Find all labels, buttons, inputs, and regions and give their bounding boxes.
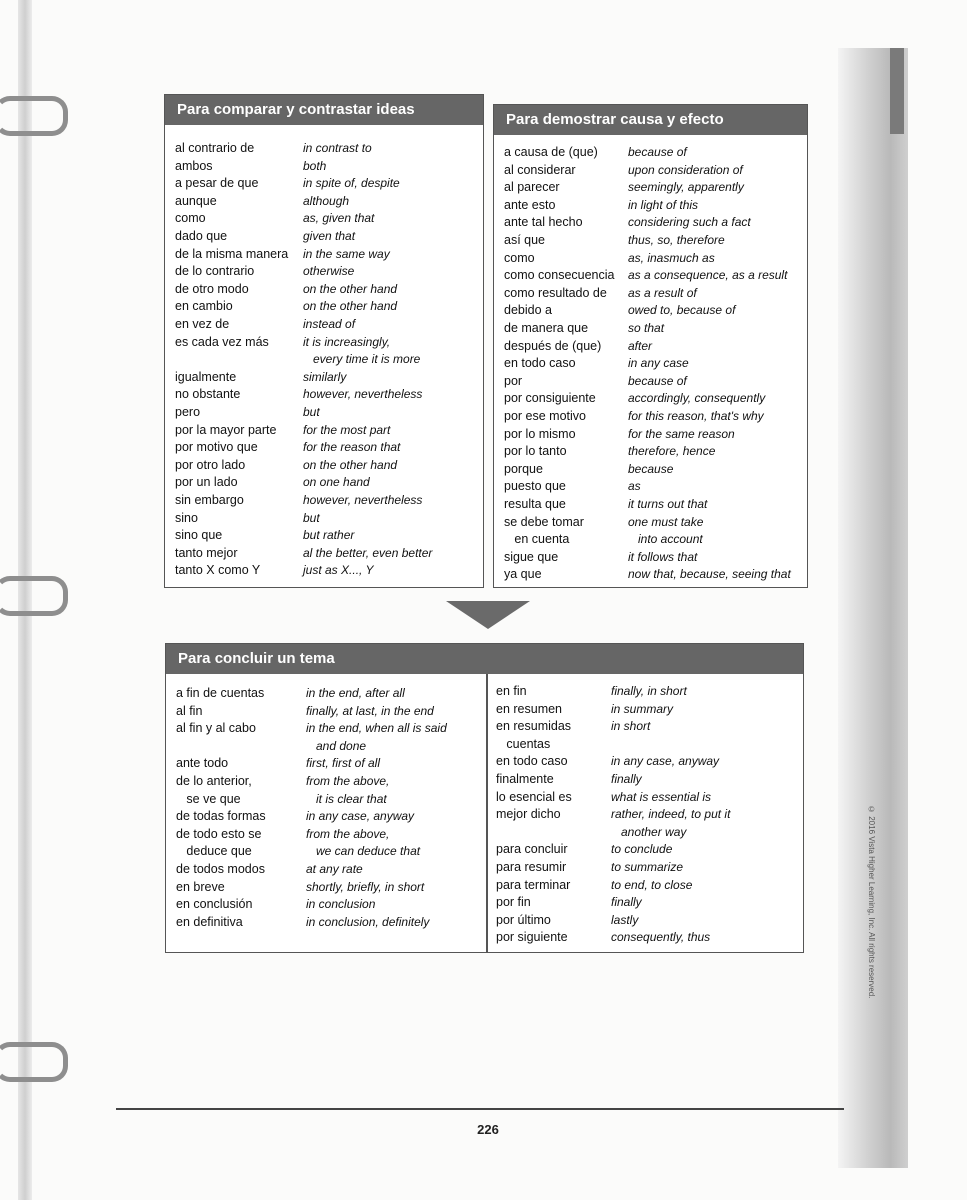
spanish-expression: se debe tomar: [504, 514, 584, 529]
english-translation: it turns out that: [628, 497, 708, 511]
english-translation: in conclusion: [306, 897, 376, 912]
english-translation: and done: [306, 738, 367, 753]
english-translation: because of: [628, 373, 687, 388]
spanish-expression: por motivo que: [175, 440, 258, 455]
spanish-expression: sino: [175, 510, 198, 525]
spanish-expression: de todo esto se: [176, 826, 262, 841]
spanish-expression: pero: [175, 405, 201, 419]
english-translation: accordingly, consequently: [628, 391, 766, 406]
spanish-expression: igualmente: [175, 369, 237, 384]
english-translation: given that: [303, 229, 356, 243]
spanish-expression: sigue que: [504, 549, 559, 564]
spanish-expression: tanto X como Y: [175, 563, 261, 578]
spanish-expression: deduce que: [176, 844, 252, 859]
spanish-expression: por fin: [496, 895, 531, 910]
english-translation: in any case: [628, 356, 689, 371]
english-translation: another way: [611, 824, 687, 839]
english-translation: as a result of: [628, 285, 697, 300]
english-translation: lastly: [611, 912, 639, 927]
english-translation: in spite of, despite: [303, 176, 400, 191]
spanish-expression: en todo caso: [504, 356, 576, 371]
spanish-expression: dado que: [175, 229, 228, 243]
spanish-expression: por último: [496, 912, 551, 927]
spanish-expression: de todas formas: [176, 809, 266, 824]
english-translation: in short: [611, 719, 651, 734]
spanish-expression: por lo mismo: [504, 426, 576, 441]
english-translation: we can deduce that: [306, 844, 421, 859]
spanish-expression: en fin: [496, 684, 527, 698]
spanish-expression: por: [504, 373, 523, 388]
english-translation: both: [303, 158, 327, 173]
spanish-expression: debido a: [504, 303, 552, 318]
english-translation: al the better, even better: [303, 545, 433, 560]
english-translation: upon consideration of: [628, 162, 743, 177]
english-translation: instead of: [303, 317, 356, 331]
english-translation: to summarize: [611, 860, 684, 874]
spanish-expression: en cuenta: [504, 532, 570, 547]
english-translation: now that, because, seeing that: [628, 567, 791, 582]
english-translation: every time it is more: [303, 352, 421, 367]
english-translation: because of: [628, 145, 687, 159]
english-translation: rather, indeed, to put it: [611, 807, 731, 822]
english-translation: as a consequence, as a result: [628, 268, 788, 283]
spanish-expression: no obstante: [175, 387, 241, 402]
english-translation: in contrast to: [303, 141, 372, 155]
english-translation: finally, at last, in the end: [306, 703, 434, 718]
spanish-expression: al parecer: [504, 180, 560, 195]
spanish-expression: de todos modos: [176, 862, 265, 876]
copyright-notice: © 2016 Vista Higher Learning, Inc. All rights reserved.: [867, 805, 876, 999]
down-arrow-icon: [446, 601, 530, 629]
conclude-topic-box: [165, 643, 804, 953]
spanish-expression: por lo tanto: [504, 444, 567, 459]
english-translation: what is essential is: [611, 789, 712, 804]
spanish-expression: cuentas: [496, 736, 551, 751]
english-translation: in conclusion, definitely: [306, 914, 430, 929]
english-translation: on the other hand: [303, 457, 398, 472]
spanish-expression: así que: [504, 233, 546, 247]
spanish-expression: aunque: [175, 193, 217, 208]
chapter-tab: [890, 48, 904, 134]
spanish-expression: por ese motivo: [504, 409, 586, 423]
english-translation: finally: [611, 895, 642, 910]
spanish-expression: después de (que): [504, 338, 602, 353]
english-translation: thus, so, therefore: [628, 233, 725, 247]
english-translation: as, inasmuch as: [628, 250, 715, 265]
spanish-expression: en todo caso: [496, 754, 568, 769]
footer-rule: [116, 1108, 844, 1110]
english-translation: although: [303, 193, 350, 208]
english-translation: considering such a fact: [628, 215, 751, 230]
english-translation: however, nevertheless: [303, 493, 423, 507]
spanish-expression: para terminar: [496, 877, 571, 892]
spanish-expression: para resumir: [496, 860, 567, 874]
english-translation: seemingly, apparently: [628, 180, 744, 195]
spanish-expression: por consiguiente: [504, 391, 596, 406]
spanish-expression: en resumen: [496, 701, 563, 716]
english-translation: for the reason that: [303, 440, 401, 455]
english-translation: finally: [611, 772, 642, 786]
compare-contrast-box: [164, 94, 484, 588]
spanish-expression: como resultado de: [504, 285, 607, 300]
english-translation: finally, in short: [611, 684, 687, 698]
english-translation: similarly: [303, 369, 347, 384]
spanish-expression: por un lado: [175, 475, 238, 490]
binder-ring-icon: [0, 576, 68, 616]
spanish-expression: sin embargo: [175, 493, 244, 507]
spanish-expression: al fin y al cabo: [176, 721, 256, 736]
english-translation: in the end, after all: [306, 686, 405, 700]
english-translation: to conclude: [611, 842, 673, 857]
spanish-expression: como: [504, 250, 535, 265]
spanish-expression: para concluir: [496, 842, 568, 857]
spanish-expression: mejor dicho: [496, 807, 561, 822]
spanish-expression: al contrario de: [175, 141, 255, 155]
english-translation: on the other hand: [303, 299, 398, 314]
box-title: Para comparar y contrastar ideas: [165, 95, 483, 125]
spanish-expression: se ve que: [176, 791, 241, 806]
spanish-expression: de otro modo: [175, 281, 249, 296]
spanish-expression: a pesar de que: [175, 176, 259, 191]
english-translation: but rather: [303, 528, 355, 543]
english-translation: it is clear that: [306, 791, 387, 806]
spanish-expression: a fin de cuentas: [176, 686, 265, 700]
spanish-expression: a causa de (que): [504, 145, 598, 159]
english-translation: from the above,: [306, 826, 390, 841]
english-translation: to end, to close: [611, 877, 693, 892]
spanish-expression: finalmente: [496, 772, 554, 786]
english-translation: however, nevertheless: [303, 387, 423, 402]
english-translation: for the most part: [303, 422, 391, 437]
spanish-expression: lo esencial es: [496, 789, 572, 804]
english-translation: just as X..., Y: [303, 563, 374, 578]
english-translation: it follows that: [628, 549, 698, 564]
spanish-expression: sino que: [175, 528, 223, 543]
spanish-expression: ambos: [175, 158, 213, 173]
spanish-expression: en breve: [176, 879, 225, 894]
english-translation: on the other hand: [303, 281, 398, 296]
spanish-expression: por la mayor parte: [175, 422, 277, 437]
english-translation: on one hand: [303, 475, 370, 490]
english-translation: in summary: [611, 701, 674, 716]
spanish-expression: resulta que: [504, 497, 566, 511]
box-title: Para demostrar causa y efecto: [494, 105, 807, 135]
spanish-expression: al fin: [176, 703, 203, 718]
english-translation: one must take: [628, 514, 704, 529]
spanish-expression: en resumidas: [496, 719, 572, 734]
english-translation: because: [628, 461, 674, 476]
english-translation: from the above,: [306, 774, 390, 788]
spanish-expression: de lo anterior,: [176, 774, 252, 788]
spanish-expression: ante esto: [504, 197, 556, 212]
spanish-expression: por otro lado: [175, 457, 246, 472]
binder-ring-icon: [0, 96, 68, 136]
english-translation: in the end, when all is said: [306, 721, 447, 736]
english-translation: as: [628, 479, 641, 494]
binder-ring-icon: [0, 1042, 68, 1082]
english-translation: at any rate: [306, 862, 363, 876]
cause-effect-box: [493, 104, 808, 588]
english-translation: first, first of all: [306, 756, 381, 771]
spanish-expression: como: [175, 211, 206, 226]
spanish-expression: por siguiente: [496, 930, 568, 945]
english-translation: it is increasingly,: [303, 334, 391, 349]
english-translation: as, given that: [303, 211, 375, 226]
english-translation: into account: [628, 532, 703, 547]
spanish-expression: en definitiva: [176, 914, 243, 929]
box-title: Para concluir un tema: [166, 644, 803, 674]
spanish-expression: ante tal hecho: [504, 215, 583, 230]
english-translation: otherwise: [303, 264, 355, 279]
spanish-expression: de la misma manera: [175, 246, 289, 261]
english-translation: owed to, because of: [628, 303, 736, 318]
spanish-expression: ante todo: [176, 756, 229, 771]
spanish-expression: al considerar: [504, 162, 576, 177]
spanish-expression: de lo contrario: [175, 264, 255, 279]
spanish-expression: en vez de: [175, 317, 230, 331]
english-translation: in the same way: [303, 246, 390, 261]
english-translation: in any case, anyway: [611, 754, 720, 769]
english-translation: but: [303, 510, 320, 525]
spanish-expression: porque: [504, 461, 543, 476]
english-translation: for this reason, that's why: [628, 409, 764, 423]
english-translation: in light of this: [628, 197, 699, 212]
english-translation: after: [628, 338, 653, 353]
column-divider: [486, 674, 488, 952]
spanish-expression: en conclusión: [176, 897, 253, 912]
spanish-expression: es cada vez más: [175, 334, 269, 349]
english-translation: but: [303, 405, 320, 419]
english-translation: for the same reason: [628, 426, 735, 441]
spanish-expression: ya que: [504, 567, 542, 582]
spanish-expression: de manera que: [504, 321, 589, 335]
english-translation: consequently, thus: [611, 930, 711, 945]
spanish-expression: tanto mejor: [175, 545, 238, 560]
english-translation: shortly, briefly, in short: [306, 879, 425, 894]
english-translation: therefore, hence: [628, 444, 716, 459]
english-translation: so that: [628, 321, 665, 335]
page-number: 226: [477, 1122, 499, 1137]
spanish-expression: puesto que: [504, 479, 566, 494]
spanish-expression: en cambio: [175, 299, 233, 314]
english-translation: in any case, anyway: [306, 809, 415, 824]
spanish-expression: como consecuencia: [504, 268, 615, 283]
